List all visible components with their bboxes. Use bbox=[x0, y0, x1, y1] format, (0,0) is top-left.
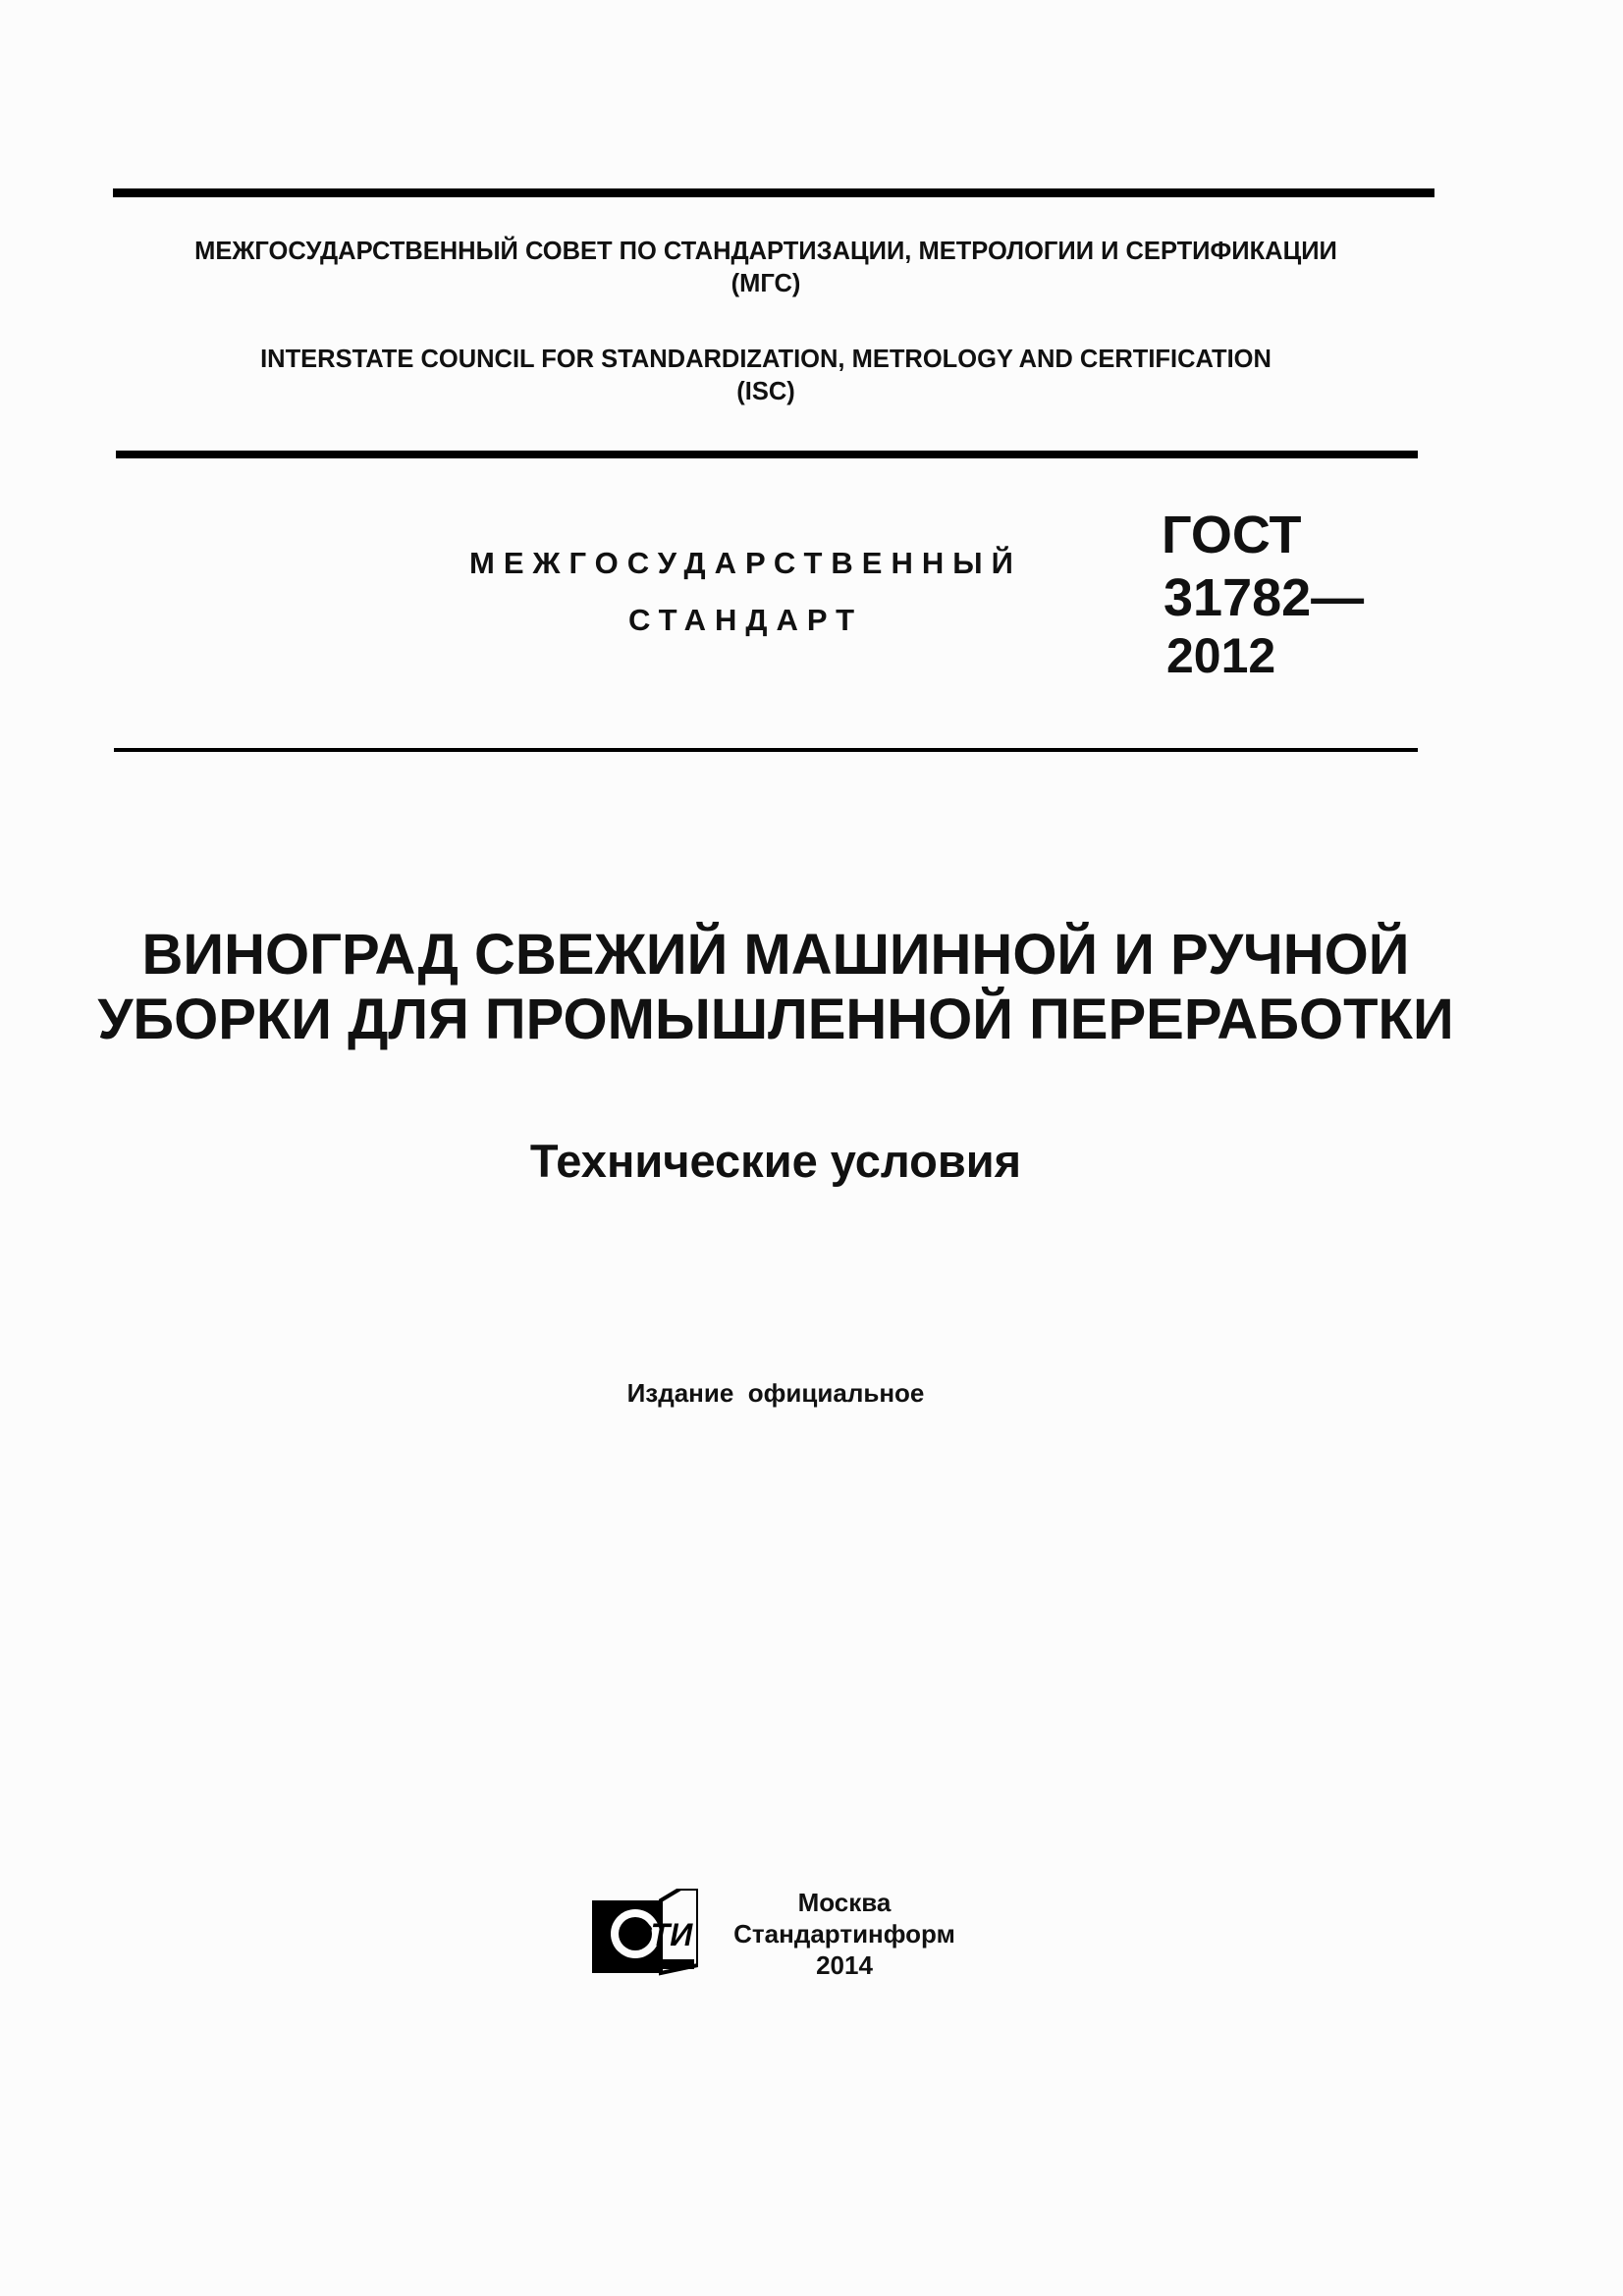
document-title-line2: УБОРКИ ДЛЯ ПРОМЫШЛЕННОЙ ПЕРЕРАБОТКИ bbox=[97, 988, 1454, 1051]
edition-note: Издание официальное bbox=[626, 1378, 925, 1408]
publisher-name: Стандартинформ bbox=[733, 1919, 955, 1949]
document-subtitle: Технические условия bbox=[529, 1135, 1022, 1187]
standard-kind-line2: СТАНДАРТ bbox=[628, 603, 864, 637]
publisher-imprint bbox=[717, 1887, 972, 1981]
designation-bottom-rule bbox=[114, 748, 1418, 752]
council-name-ru-line1: МЕЖГОСУДАРСТВЕННЫЙ СОВЕТ ПО СТАНДАРТИЗАЦИИ, МЕТРОЛОГИИ И СЕРТИФИКАЦИИ bbox=[194, 238, 1337, 265]
top-rule bbox=[113, 188, 1434, 197]
council-name-ru bbox=[98, 236, 1434, 300]
document-title-line1: ВИНОГРАД СВЕЖИЙ МАШИННОЙ И РУЧНОЙ bbox=[141, 923, 1410, 987]
council-abbrev-ru: (МГС) bbox=[730, 270, 801, 297]
gost-number: 31782— bbox=[1163, 568, 1365, 627]
logo-text: СТИ bbox=[628, 1917, 693, 1952]
council-name-en bbox=[98, 344, 1434, 408]
logo-base-bar bbox=[647, 1959, 694, 1969]
gost-prefix: ГОСТ bbox=[1162, 506, 1302, 564]
council-abbrev-en: (ISC) bbox=[736, 378, 795, 405]
standard-kind-line1: МЕЖГОСУДАРСТВЕННЫЙ bbox=[469, 546, 1022, 580]
standartinform-logo-icon bbox=[592, 1889, 698, 1977]
header-bottom-rule bbox=[116, 451, 1418, 458]
publisher-year: 2014 bbox=[816, 1950, 873, 1980]
gost-year: 2012 bbox=[1166, 628, 1276, 683]
publisher-city: Москва bbox=[797, 1888, 892, 1917]
council-name-en-line1: INTERSTATE COUNCIL FOR STANDARDIZATION, METROLOGY AND CERTIFICATION bbox=[260, 346, 1271, 373]
document-title bbox=[59, 923, 1492, 1052]
